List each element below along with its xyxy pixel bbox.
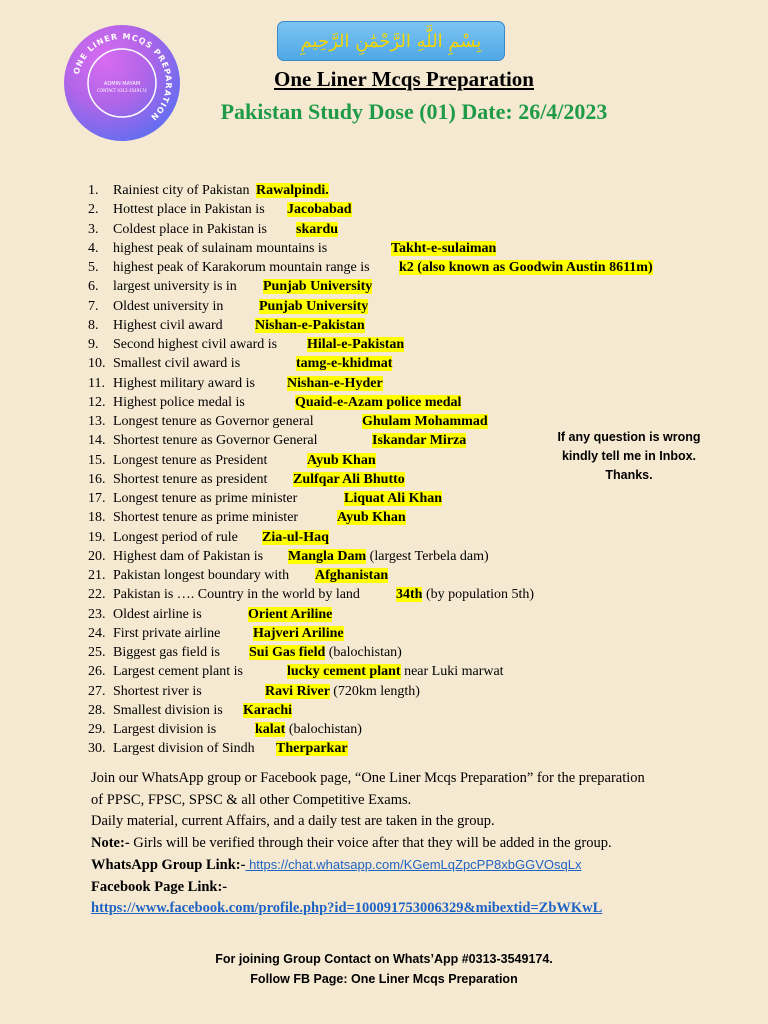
mcq-item	[88, 489, 443, 508]
mcq-number: 16.	[88, 471, 106, 487]
mcq-item	[88, 354, 393, 373]
mcq-number: 24.	[88, 625, 106, 641]
logo-inner-text: ADMIN MAYAM	[103, 81, 141, 87]
mcq-answer-group	[255, 316, 365, 335]
contact-line: Follow FB Page: One Liner Mcqs Preparation	[250, 972, 518, 986]
mcq-number: 13.	[88, 414, 106, 429]
mcq-number: 1.	[88, 183, 99, 198]
mcq-item	[88, 624, 370, 643]
mcq-number: 9.	[88, 337, 99, 352]
mcq-answer-group	[344, 489, 442, 508]
page-subtitle: Pakistan Study Dose (01) Date: 26/4/2023	[220, 99, 608, 124]
facebook-label	[91, 877, 645, 899]
mcq-item	[88, 258, 653, 277]
bismillah-banner	[277, 21, 505, 61]
mcq-question: highest peak of Karakorum mountain range is	[113, 260, 370, 275]
mcq-question: Shortest tenure as president	[113, 471, 268, 487]
mcq-answer-group	[372, 431, 466, 450]
mcq-answer: Afghanistan	[315, 568, 389, 583]
mcq-item	[88, 547, 489, 566]
mcq-item	[88, 470, 405, 489]
mcq-number: 2.	[88, 202, 99, 218]
mcq-item	[88, 585, 535, 604]
mcq-answer-group	[262, 528, 329, 547]
mcq-answer: Mangla Dam	[288, 548, 367, 564]
mcq-answer-group	[362, 412, 488, 431]
join-line-1: Join our WhatsApp group or Facebook page, “One Liner Mcqs Preparation” for the preparation	[91, 770, 645, 786]
mcq-answer-group	[249, 643, 402, 662]
mcq-answer-group	[256, 181, 329, 200]
mcq-answer-group	[391, 239, 496, 258]
side-note-line: Thanks.	[605, 468, 653, 482]
mcq-answer-group	[295, 393, 461, 412]
mcq-item	[88, 393, 462, 412]
mcq-answer-group	[253, 624, 344, 643]
mcq-answer-group	[293, 470, 405, 489]
join-info	[91, 768, 645, 920]
bismillah-text: بِسْمِ اللَّهِ الرَّحْمَٰنِ الرَّحِيمِ	[300, 30, 482, 52]
mcq-question: Smallest division is	[113, 702, 223, 718]
mcq-answer-group	[265, 682, 420, 701]
mcq-answer-group	[315, 566, 388, 585]
mcq-answer: kalat	[255, 722, 286, 737]
mcq-question: Shortest river is	[113, 683, 202, 699]
mcq-answer-group	[296, 354, 392, 373]
mcq-answer: k2 (also known as Goodwin Austin 8611m)	[399, 260, 653, 275]
mcq-question: Longest period of rule	[113, 529, 238, 545]
mcq-item	[88, 239, 497, 258]
mcq-item	[88, 662, 504, 681]
mcq-answer-group	[296, 220, 338, 239]
mcq-item	[88, 431, 467, 450]
mcq-item	[88, 451, 376, 470]
mcq-number: 27.	[88, 683, 106, 699]
mcq-question: Second highest civil award is	[113, 337, 278, 352]
mcq-question: Largest division is	[113, 722, 217, 737]
mcq-number: 30.	[88, 741, 106, 757]
mcq-answer: Rawalpindi.	[256, 183, 329, 198]
mcq-answer-extra: (720km length)	[333, 683, 420, 699]
mcq-question: Highest military award is	[113, 375, 255, 391]
mcq-answer-group	[287, 374, 383, 393]
mcq-question: Pakistan longest boundary with	[113, 568, 290, 583]
note-label: Note:-	[91, 834, 130, 851]
mcq-answer: Quaid-e-Azam police medal	[295, 394, 462, 410]
mcq-answer: Ayub Khan	[337, 510, 406, 526]
mcq-item	[88, 528, 370, 547]
mcq-question: Oldest university in	[113, 298, 224, 314]
mcq-answer: Liquat Ali Khan	[344, 491, 443, 506]
mcq-answer-group	[287, 662, 504, 681]
join-line-2: of PPSC, FPSC, SPSC & all other Competitive Exams.	[91, 791, 412, 808]
mcq-question: First private airline	[113, 625, 221, 641]
page-title: One Liner Mcqs Preparation	[274, 67, 534, 91]
mcq-answer: Iskandar Mirza	[372, 433, 467, 449]
mcq-number: 29.	[88, 722, 106, 737]
mcq-answer-group	[263, 277, 372, 296]
whatsapp-line	[91, 854, 645, 877]
mcq-answer-group	[243, 701, 292, 720]
mcq-answer: Jacobabad	[287, 202, 352, 218]
mcq-item	[88, 297, 370, 316]
mcq-item	[88, 605, 370, 624]
mcq-question: Highest civil award	[113, 317, 223, 333]
side-note	[548, 428, 710, 485]
mcq-item	[88, 200, 370, 219]
mcq-question: Longest tenure as prime minister	[113, 491, 298, 506]
mcq-number: 17.	[88, 491, 106, 506]
contact-line: For joining Group Contact on Whats’App #0313-3549174.	[215, 952, 553, 966]
mcq-answer-group	[287, 200, 352, 219]
mcq-number: 5.	[88, 260, 99, 275]
mcq-answer: skardu	[296, 221, 339, 237]
mcq-number: 22.	[88, 587, 106, 603]
mcq-item	[88, 701, 370, 720]
mcq-answer: Ravi River	[265, 683, 330, 699]
mcq-answer: Nishan-e-Pakistan	[255, 317, 365, 333]
mcq-answer-group	[396, 585, 534, 604]
mcq-number: 8.	[88, 317, 99, 333]
mcq-item	[88, 374, 383, 393]
mcq-item	[88, 739, 370, 758]
mcq-item	[88, 220, 370, 239]
mcq-answer: Punjab University	[259, 298, 369, 314]
join-line-3: Daily material, current Affairs, and a daily test are taken in the group.	[91, 813, 495, 829]
mcq-number: 21.	[88, 568, 106, 583]
mcq-answer: Hajveri Ariline	[253, 625, 344, 641]
mcq-question: Largest cement plant is	[113, 664, 243, 680]
facebook-link-line	[91, 898, 645, 920]
mcq-answer: Nishan-e-Hyder	[287, 375, 383, 391]
mcq-item	[88, 682, 420, 701]
mcq-item	[88, 508, 406, 527]
note-line	[91, 833, 645, 855]
mcq-question: Coldest place in Pakistan is	[113, 221, 267, 237]
mcq-item	[88, 566, 389, 585]
mcq-answer: Ayub Khan	[307, 452, 376, 468]
mcq-answer: Ghulam Mohammad	[362, 414, 488, 429]
mcq-question: highest peak of sulainam mountains is	[113, 240, 328, 256]
mcq-answer-group	[276, 739, 348, 758]
mcq-answer: Zia-ul-Haq	[262, 529, 329, 545]
mcq-answer: Karachi	[243, 702, 292, 718]
mcq-item	[88, 643, 402, 662]
mcq-number: 12.	[88, 394, 106, 410]
mcq-answer-extra: (balochistan)	[328, 645, 402, 660]
facebook-page-link[interactable]: https://www.facebook.com/profile.php?id=100091753006329&mibextid=ZbWKwL	[91, 900, 603, 916]
mcq-answer: 34th	[396, 587, 423, 603]
mcq-item	[88, 412, 488, 431]
mcq-question: largest university is in	[113, 279, 237, 295]
mcq-answer: Sui Gas field	[249, 645, 326, 660]
mcq-answer-group	[307, 451, 376, 470]
mcq-question: Biggest gas field is	[113, 645, 220, 660]
mcq-answer: Therparkar	[276, 741, 348, 757]
logo-inner-text-2: CONTACT 0313-3549174	[97, 88, 147, 93]
mcq-number: 15.	[88, 452, 106, 468]
mcq-question: Shortest tenure as prime minister	[113, 510, 299, 526]
mcq-answer-group	[288, 547, 489, 566]
mcq-answer-extra: (by population 5th)	[425, 587, 535, 603]
mcq-number: 7.	[88, 298, 99, 314]
note-text: Girls will be verified through their voice after that they will be added in the group.	[129, 834, 612, 851]
mcq-question: Rainiest city of Pakistan	[113, 183, 250, 198]
logo-ring-text: ONE LINER MCQS PREPARATION	[71, 31, 174, 123]
mcq-number: 6.	[88, 279, 99, 295]
mcq-question: Hottest place in Pakistan is	[113, 202, 265, 218]
mcq-answer-group	[248, 605, 332, 624]
mcq-item	[88, 720, 370, 739]
mcq-answer: Hilal-e-Pakistan	[307, 337, 405, 352]
mcq-answer-group	[259, 297, 368, 316]
mcq-answer: Punjab University	[263, 279, 373, 295]
mcq-number: 3.	[88, 221, 99, 237]
mcq-question: Pakistan is …. Country in the world by land	[113, 587, 360, 603]
mcq-number: 26.	[88, 664, 106, 680]
mcq-number: 18.	[88, 510, 106, 526]
mcq-question: Highest police medal is	[113, 394, 245, 410]
mcq-item	[88, 335, 405, 354]
facebook-label-text: Facebook Page Link:-	[91, 878, 228, 895]
mcq-answer-group	[307, 335, 404, 354]
mcq-answer-group	[255, 720, 362, 739]
mcq-item	[88, 181, 370, 200]
whatsapp-label: WhatsApp Group Link:-	[91, 857, 246, 873]
side-note-line: If any question is wrong	[557, 430, 701, 444]
mcq-item	[88, 277, 373, 296]
mcq-answer-extra: (largest Terbela dam)	[369, 548, 489, 564]
mcq-item	[88, 316, 370, 335]
mcq-answer: Orient Ariline	[248, 606, 333, 622]
mcq-number: 25.	[88, 645, 106, 660]
mcq-number: 4.	[88, 240, 99, 256]
side-note-line: kindly tell me in Inbox.	[561, 449, 697, 463]
mcq-answer: tamg-e-khidmat	[296, 356, 393, 372]
mcq-question: Longest tenure as Governor general	[113, 414, 314, 429]
mcq-number: 20.	[88, 548, 106, 564]
mcq-answer-extra: near Luki marwat	[404, 664, 504, 680]
mcq-number: 11.	[88, 375, 105, 391]
mcq-number: 28.	[88, 702, 106, 718]
contact-footer	[0, 949, 768, 989]
mcq-number: 23.	[88, 606, 106, 622]
mcq-question: Largest division of Sindh	[113, 741, 255, 757]
mcq-question: Longest tenure as President	[113, 452, 268, 468]
mcq-question: Shortest tenure as Governor General	[113, 433, 318, 449]
mcq-question: Smallest civil award is	[113, 356, 241, 372]
mcq-number: 19.	[88, 529, 106, 545]
mcq-answer-extra: (balochistan)	[288, 722, 362, 737]
mcq-answer: lucky cement plant	[287, 664, 401, 680]
mcq-answer: Takht-e-sulaiman	[391, 240, 497, 256]
mcq-answer: Zulfqar Ali Bhutto	[293, 471, 405, 487]
mcq-number: 14.	[88, 433, 106, 449]
whatsapp-group-link[interactable]: https://chat.whatsapp.com/KGemLqZpcPP8xbGGVOsqLx	[245, 857, 582, 872]
mcq-answer-group	[337, 508, 406, 527]
mcq-question: Highest dam of Pakistan is	[113, 548, 264, 564]
mcq-answer-group	[399, 258, 653, 277]
mcq-number: 10.	[88, 356, 106, 372]
mcq-question: Oldest airline is	[113, 606, 202, 622]
